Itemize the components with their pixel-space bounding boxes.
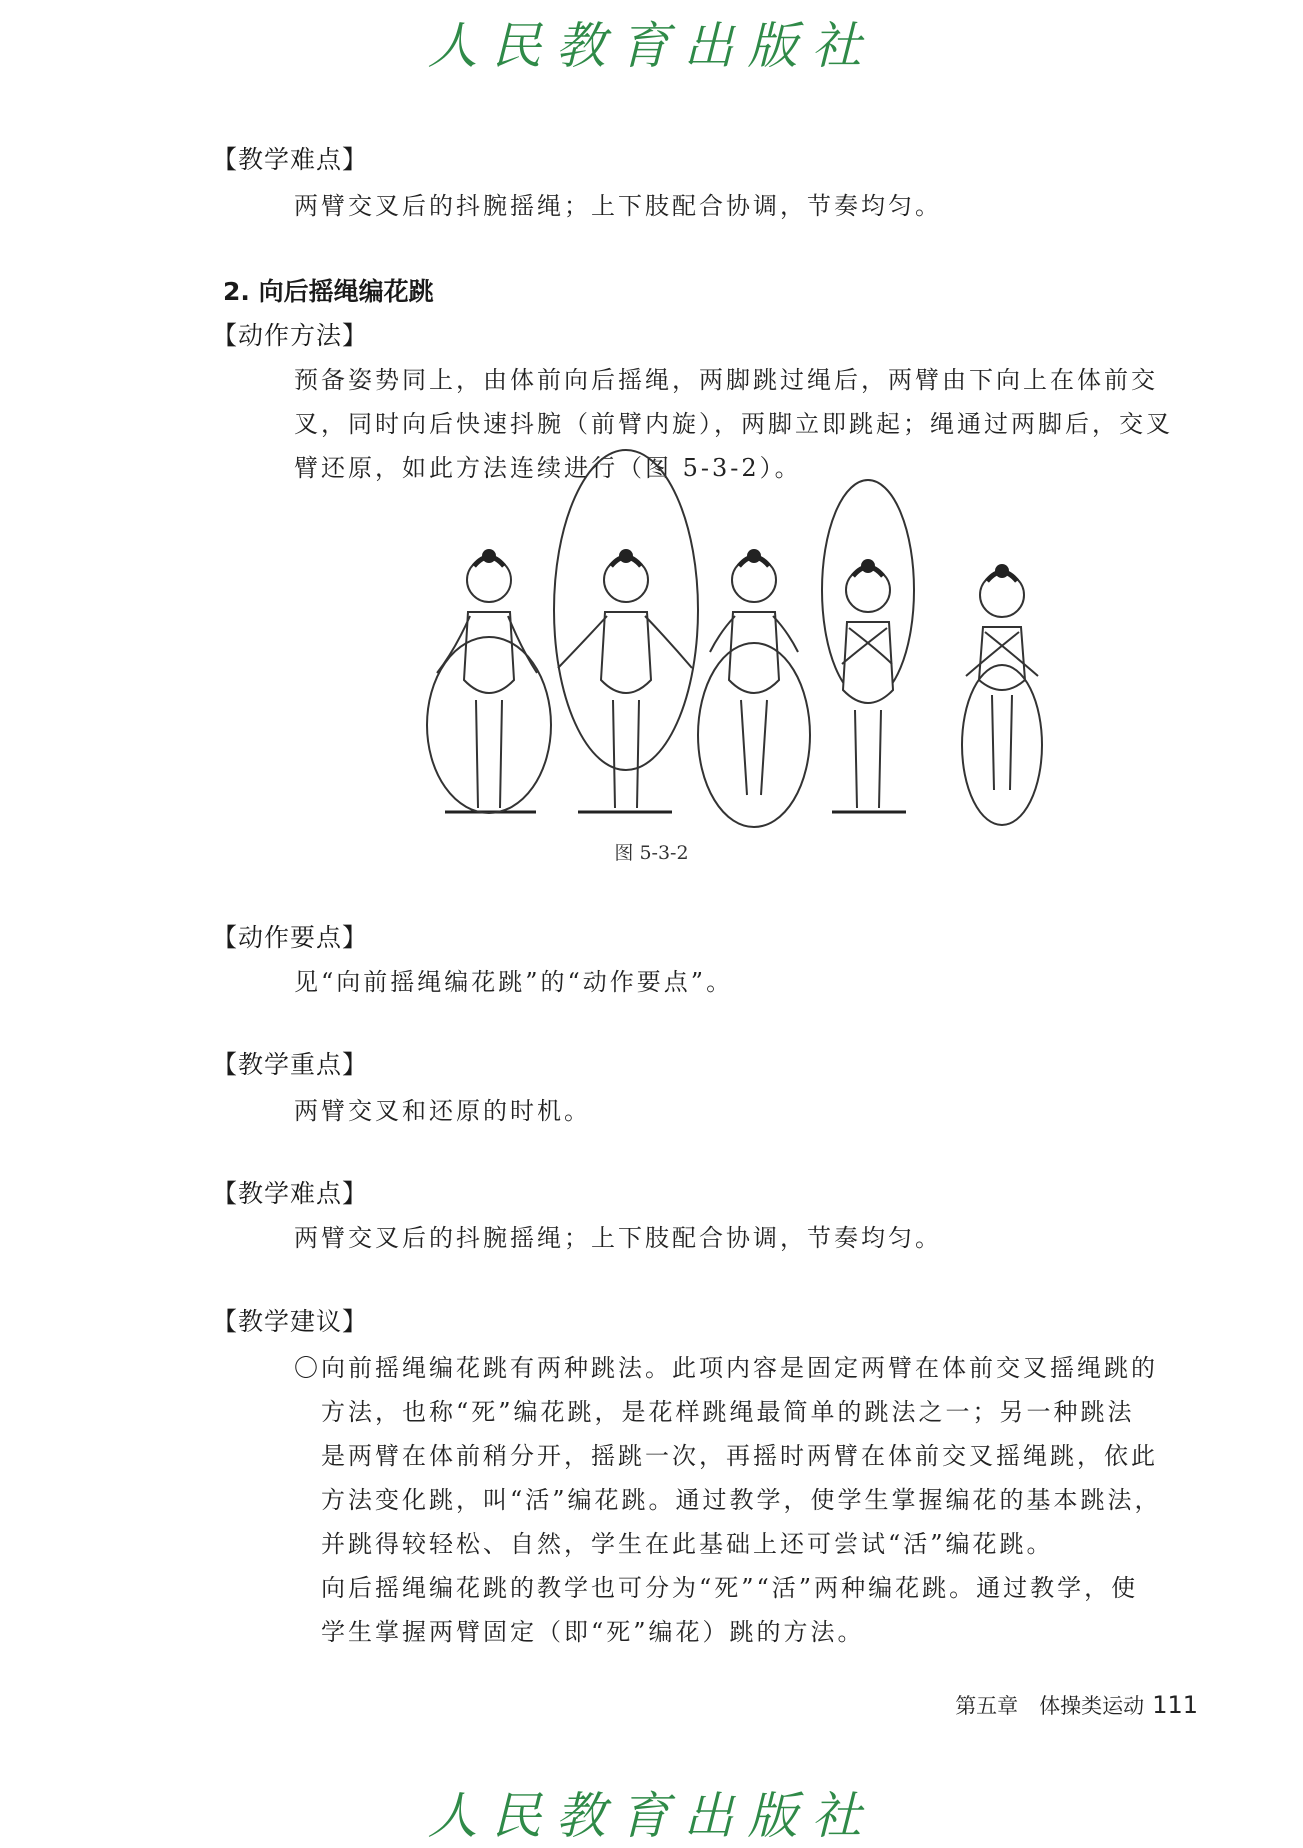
figure-person-2 — [554, 450, 698, 808]
figure-person-3 — [698, 549, 810, 827]
suggestion-line-2: 方法，也称“死”编花跳，是花样跳绳最简单的跳法之一；另一种跳法 — [321, 1398, 1135, 1426]
suggestion-line-4: 方法变化跳，叫“活”编花跳。通过教学，使学生掌握编花的基本跳法， — [321, 1486, 1162, 1514]
difficulty-text: 两臂交叉后的抖腕摇绳；上下肢配合协调，节奏均匀。 — [294, 192, 942, 220]
suggestion-line-6: 向后摇绳编花跳的教学也可分为“死”“活”两种编花跳。通过教学，使 — [321, 1574, 1139, 1602]
publisher-watermark-bottom: 人民教育出版社 — [427, 1787, 876, 1845]
subsection-title: 2. 向后摇绳编花跳 — [223, 277, 434, 306]
method-line-1: 预备姿势同上，由体前向后摇绳，两脚跳过绳后，两臂由下向上在体前交 — [294, 366, 1158, 394]
heading-action-keypoints: 【动作要点】 — [212, 923, 369, 952]
suggestion-line-3: 是两臂在体前稍分开，摇跳一次，再摇时两臂在体前交叉摇绳跳，依此 — [321, 1442, 1158, 1470]
figure-person-4 — [822, 480, 914, 808]
figure-caption: 图 5-3-2 — [614, 842, 689, 864]
page-footer — [955, 1690, 1198, 1720]
method-line-3: 臂还原，如此方法连续进行（图 5-3-2）。 — [294, 454, 802, 482]
keypoints-text: 见“向前摇绳编花跳”的“动作要点”。 — [294, 968, 734, 996]
heading-teaching-difficulty: 【教学难点】 — [212, 145, 369, 174]
focus-text: 两臂交叉和还原的时机。 — [294, 1097, 591, 1125]
heading-teaching-suggestion: 【教学建议】 — [212, 1307, 369, 1336]
heading-action-method: 【动作方法】 — [212, 321, 369, 350]
heading-teaching-focus: 【教学重点】 — [212, 1050, 369, 1079]
difficulty-2-text: 两臂交叉后的抖腕摇绳；上下肢配合协调，节奏均匀。 — [294, 1224, 942, 1252]
suggestion-line-5: 并跳得较轻松、自然，学生在此基础上还可尝试“活”编花跳。 — [321, 1530, 1054, 1558]
figure-person-5 — [962, 564, 1042, 825]
publisher-watermark-top: 人民教育出版社 — [427, 17, 876, 75]
chapter-label: 第五章 体操类运动 — [955, 1694, 1145, 1718]
suggestion-line-7: 学生掌握两臂固定（即“死”编花）跳的方法。 — [321, 1618, 865, 1646]
heading-teaching-difficulty-2: 【教学难点】 — [212, 1179, 369, 1208]
suggestion-line-1: 〇向前摇绳编花跳有两种跳法。此项内容是固定两臂在体前交叉摇绳跳的 — [294, 1354, 1158, 1382]
figure-person-1 — [427, 549, 551, 813]
method-line-2: 叉，同时向后快速抖腕（前臂内旋），两脚立即跳起；绳通过两脚后，交叉 — [294, 410, 1173, 438]
page-number: 111 — [1152, 1691, 1198, 1719]
